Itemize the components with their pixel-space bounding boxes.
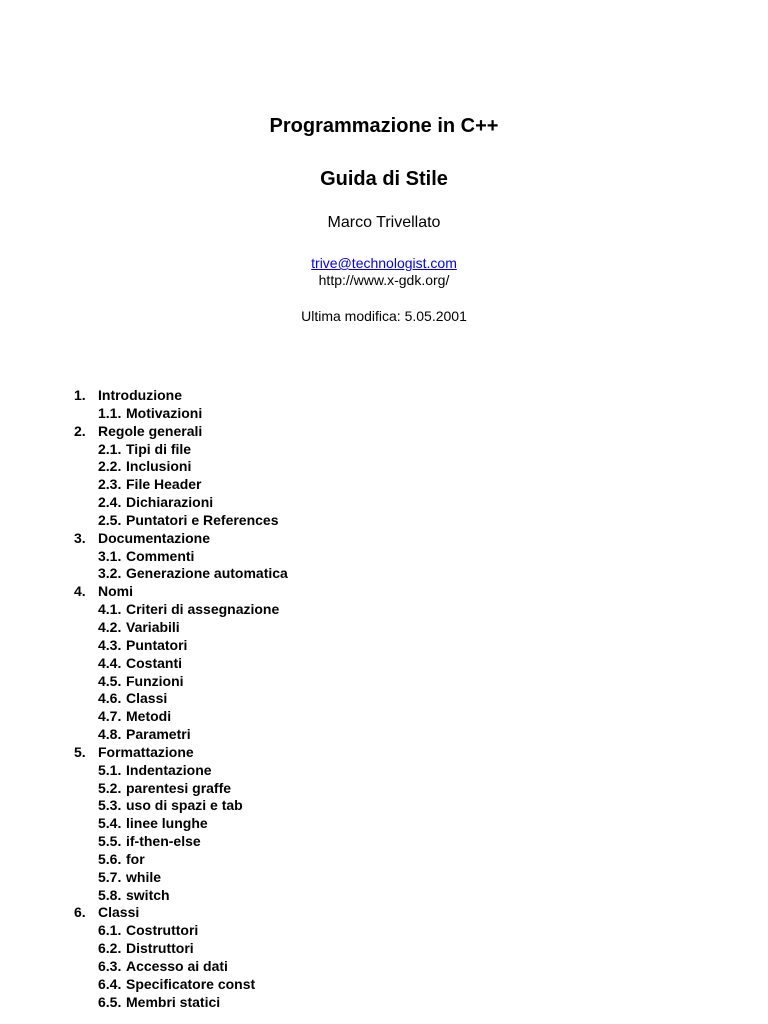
toc-subsection	[74, 869, 288, 887]
toc-subsection	[74, 780, 288, 798]
toc-number: 6.4.	[98, 975, 122, 992]
toc-number: 5.1.	[98, 761, 122, 778]
toc-subsection	[74, 601, 288, 619]
toc-label: for	[126, 850, 145, 867]
toc-subsection	[74, 512, 288, 530]
toc-subsection	[74, 673, 288, 691]
toc-number: 5.2.	[98, 779, 122, 796]
toc-label: File Header	[126, 476, 202, 493]
toc-label: Accesso ai dati	[126, 958, 228, 974]
toc-subsection	[74, 637, 288, 655]
toc-label: Classi	[98, 904, 140, 921]
toc-section	[74, 583, 288, 601]
toc-number: 6.5.	[98, 993, 122, 1010]
toc-label: Tipi di file	[126, 440, 192, 457]
toc-subsection	[74, 458, 288, 476]
toc-label: while	[126, 868, 162, 885]
toc-number: 4.3.	[98, 636, 122, 653]
toc-label: Regole generali	[98, 422, 203, 439]
toc-subsection	[74, 958, 288, 976]
toc-subsection	[74, 548, 288, 566]
toc-label: Variabili	[126, 618, 180, 635]
toc-subsection	[74, 833, 288, 851]
toc-number: 5.8.	[98, 886, 122, 903]
toc-subsection	[74, 797, 288, 815]
toc-subsection	[74, 976, 288, 994]
toc-label: Documentazione	[98, 529, 211, 546]
toc-label: Costanti	[126, 654, 182, 671]
toc-subsection	[74, 655, 288, 673]
toc-number: 4.7.	[98, 708, 122, 725]
toc-label: if-then-else	[126, 833, 201, 850]
toc-number: 4.8.	[98, 726, 122, 743]
toc-label: linee lunghe	[126, 815, 208, 832]
toc-label: Classi	[126, 690, 168, 707]
table-of-contents	[74, 387, 288, 1012]
toc-number: 2.5.	[98, 511, 122, 528]
toc-subsection	[74, 708, 288, 726]
toc-label: Indentazione	[126, 761, 212, 778]
toc-label: Costruttori	[126, 922, 199, 939]
toc-subsection	[74, 476, 288, 494]
toc-number: 4.2.	[98, 618, 122, 635]
toc-label: Nomi	[98, 583, 133, 600]
email-link[interactable]: trive@technologist.com	[311, 255, 457, 271]
toc-subsection	[74, 940, 288, 958]
toc-subsection	[74, 405, 288, 423]
toc-number: 2.4.	[98, 494, 122, 511]
toc-subsection	[74, 762, 288, 780]
toc-label: uso di spazi e tab	[126, 797, 243, 814]
toc-label: Puntatori	[126, 636, 188, 653]
toc-label: Generazione automatica	[126, 565, 288, 582]
toc-subsection	[74, 619, 288, 637]
document-subtitle: Guida di Stile	[320, 168, 448, 190]
toc-section	[74, 530, 288, 548]
toc-number: 6.	[74, 904, 86, 921]
toc-section	[74, 387, 288, 405]
toc-number: 3.2.	[98, 565, 122, 582]
toc-subsection	[74, 815, 288, 833]
toc-subsection	[74, 887, 288, 905]
toc-subsection	[74, 690, 288, 708]
toc-label: Funzioni	[126, 672, 184, 689]
toc-number: 2.1.	[98, 440, 122, 457]
toc-subsection	[74, 726, 288, 744]
toc-label: Specificatore const	[126, 975, 256, 992]
author-name: Marco Trivellato	[327, 214, 441, 231]
toc-subsection	[74, 565, 288, 583]
toc-number: 6.1.	[98, 922, 122, 939]
toc-label: Inclusioni	[126, 458, 192, 475]
toc-number: 4.6.	[98, 690, 122, 707]
toc-label: Introduzione	[98, 387, 182, 403]
toc-number: 6.3.	[98, 958, 122, 974]
toc-subsection	[74, 922, 288, 940]
toc-subsection	[74, 994, 288, 1012]
toc-label: Criteri di assegnazione	[126, 601, 280, 618]
toc-section	[74, 904, 288, 922]
toc-number: 5.7.	[98, 868, 122, 885]
toc-number: 1.1.	[98, 404, 122, 421]
toc-label: Parametri	[126, 726, 191, 743]
toc-label: Motivazioni	[126, 404, 203, 421]
toc-number: 3.1.	[98, 547, 122, 564]
toc-label: Dichiarazioni	[126, 494, 214, 511]
toc-label: switch	[126, 886, 170, 903]
toc-label: Metodi	[126, 708, 172, 725]
toc-number: 4.1.	[98, 601, 122, 618]
toc-subsection	[74, 441, 288, 459]
toc-section	[74, 423, 288, 441]
document-title: Programmazione in C++	[269, 115, 499, 137]
toc-label: Puntatori e References	[126, 511, 279, 528]
author-website: http://www.x-gdk.org/	[318, 272, 450, 288]
toc-number: 1.	[74, 387, 86, 403]
author-email	[0, 255, 768, 272]
toc-number: 5.3.	[98, 797, 122, 814]
toc-label: Distruttori	[126, 940, 194, 957]
toc-label: Commenti	[126, 547, 195, 564]
toc-number: 5.	[74, 743, 86, 760]
toc-subsection	[74, 494, 288, 512]
toc-label: Membri statici	[126, 993, 221, 1010]
toc-number: 4.4.	[98, 654, 122, 671]
toc-number: 5.6.	[98, 850, 122, 867]
toc-label: Formattazione	[98, 743, 194, 760]
toc-number: 5.4.	[98, 815, 122, 832]
last-modified: Ultima modifica: 5.05.2001	[301, 308, 467, 324]
toc-number: 4.	[74, 583, 86, 600]
toc-number: 6.2.	[98, 940, 122, 957]
toc-section	[74, 744, 288, 762]
toc-number: 3.	[74, 529, 86, 546]
toc-subsection	[74, 851, 288, 869]
toc-number: 5.5.	[98, 833, 122, 850]
toc-number: 4.5.	[98, 672, 122, 689]
toc-number: 2.2.	[98, 458, 122, 475]
toc-number: 2.	[74, 422, 86, 439]
toc-number: 2.3.	[98, 476, 122, 493]
toc-label: parentesi graffe	[126, 779, 232, 796]
